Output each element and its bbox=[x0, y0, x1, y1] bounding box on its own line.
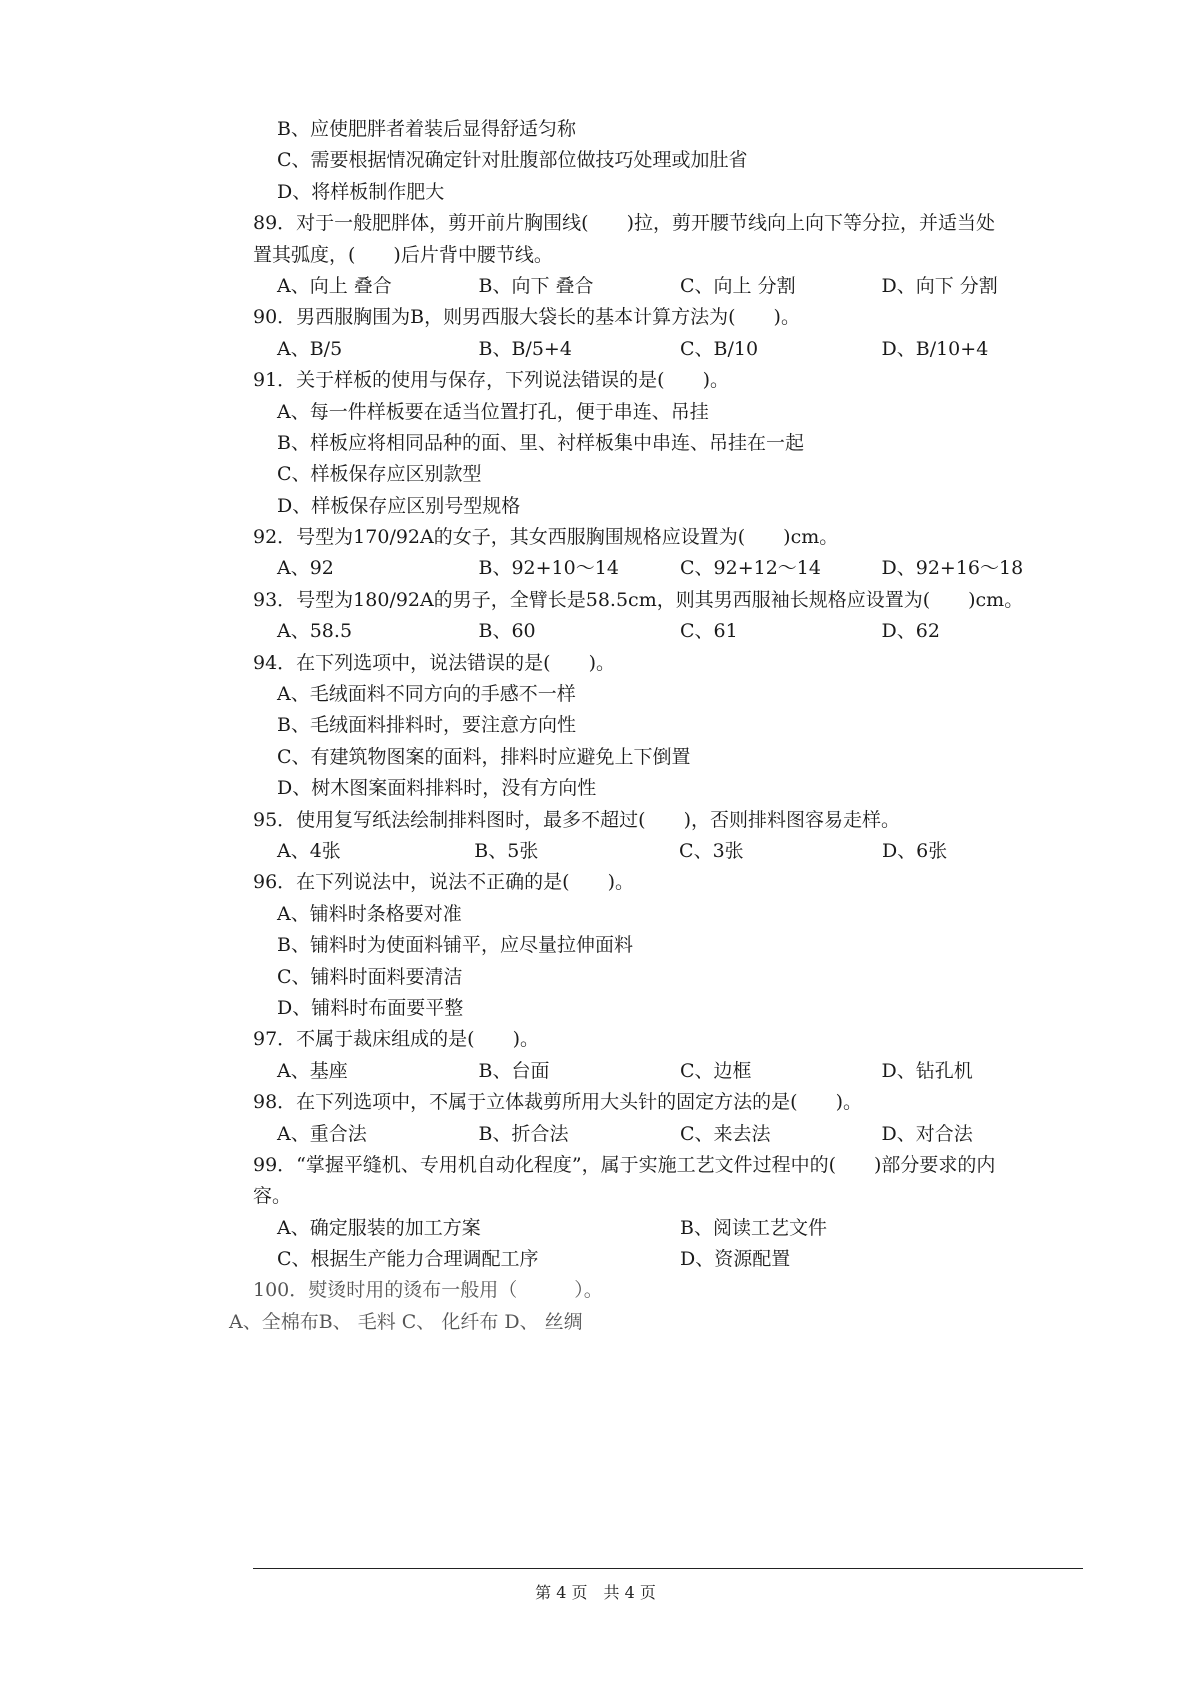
option-b: B、向下 叠合 bbox=[478, 274, 594, 297]
option-d: D、钻孔机 bbox=[881, 1059, 973, 1082]
question-89-line2: 置其弧度，( )后片背中腰节线。 bbox=[253, 243, 553, 266]
question-99-options-row1 bbox=[253, 1213, 1083, 1244]
option-d: D、资源配置 bbox=[680, 1248, 791, 1271]
option-a: A、基座 bbox=[277, 1059, 348, 1082]
question-95-options bbox=[253, 836, 1083, 867]
option-c: C、有建筑物图案的面料，排料时应避免上下倒置 bbox=[277, 745, 691, 768]
option-c: C、根据生产能力合理调配工序 bbox=[277, 1248, 539, 1271]
option-c: C、需要根据情况确定针对肚腹部位做技巧处理或加肚省 bbox=[277, 149, 748, 172]
option-c: C、61 bbox=[680, 620, 738, 643]
question-98-options bbox=[253, 1119, 1083, 1150]
option-a: A、58.5 bbox=[277, 620, 353, 643]
question-93: 93．号型为180/92A的男子，全臂长是58.5cm，则其男西服袖长规格应设置为( )cm。 bbox=[253, 588, 1024, 611]
question-90: 90．男西服胸围为B，则男西服大袋长的基本计算方法为( )。 bbox=[253, 306, 800, 329]
option-d: D、B/10+4 bbox=[881, 337, 989, 360]
option-a: A、向上 叠合 bbox=[277, 274, 392, 297]
question-97-options bbox=[253, 1056, 1083, 1087]
option-b: B、B/5+4 bbox=[478, 337, 572, 360]
question-91: 91．关于样板的使用与保存，下列说法错误的是( )。 bbox=[253, 369, 730, 392]
option-c: C、3张 bbox=[679, 839, 744, 862]
option-b: B、5张 bbox=[474, 839, 539, 862]
option-c: C、92+12～14 bbox=[680, 557, 821, 580]
option-d: D、向下 分割 bbox=[881, 274, 998, 297]
option-c: C、向上 分割 bbox=[680, 274, 796, 297]
option-c: C、边框 bbox=[680, 1059, 752, 1082]
option-d: D、62 bbox=[881, 620, 940, 643]
question-90-options bbox=[253, 334, 1083, 365]
option-a: A、4张 bbox=[277, 839, 341, 862]
option-c: C、铺料时面料要清洁 bbox=[277, 965, 463, 988]
option-a: A、B/5 bbox=[277, 337, 343, 360]
question-99-line1: 99．“掌握平缝机、专用机自动化程度”，属于实施工艺文件过程中的( )部分要求的内 bbox=[253, 1153, 996, 1176]
option-c: C、来去法 bbox=[680, 1122, 771, 1145]
option-a: A、毛绒面料不同方向的手感不一样 bbox=[277, 683, 576, 706]
question-95: 95．使用复写纸法绘制排料图时，最多不超过( )，否则排料图容易走样。 bbox=[253, 808, 901, 831]
option-b: B、样板应将相同品种的面、里、衬样板集中串连、吊挂在一起 bbox=[277, 431, 804, 454]
option-d: D、树木图案面料排料时，没有方向性 bbox=[277, 777, 597, 800]
option-b: B、铺料时为使面料铺平，应尽量拉伸面料 bbox=[277, 934, 633, 957]
option-d: D、样板保存应区别号型规格 bbox=[277, 494, 521, 517]
question-98: 98．在下列选项中，不属于立体裁剪所用大头针的固定方法的是( )。 bbox=[253, 1091, 863, 1114]
question-89-options bbox=[253, 271, 1083, 302]
option-b: B、60 bbox=[478, 620, 536, 643]
option-d: D、将样板制作肥大 bbox=[277, 180, 445, 203]
footer-divider bbox=[253, 1568, 1083, 1569]
question-92-options bbox=[253, 553, 1083, 584]
option-d: D、对合法 bbox=[881, 1122, 973, 1145]
question-99-line2: 容。 bbox=[253, 1185, 292, 1208]
question-96: 96．在下列说法中，说法不正确的是( )。 bbox=[253, 871, 635, 894]
question-100: 100．熨烫时用的烫布一般用（ ）。 bbox=[253, 1279, 603, 1302]
question-97: 97．不属于裁床组成的是( )。 bbox=[253, 1028, 540, 1051]
question-92: 92．号型为170/92A的女子，其女西服胸围规格应设置为( )cm。 bbox=[253, 526, 839, 549]
option-b: B、台面 bbox=[478, 1059, 550, 1082]
question-list bbox=[229, 114, 1083, 1338]
question-94: 94．在下列选项中，说法错误的是( )。 bbox=[253, 651, 616, 674]
option-b: B、应使肥胖者着装后显得舒适匀称 bbox=[277, 118, 576, 140]
option-b: B、毛绒面料排料时，要注意方向性 bbox=[277, 714, 576, 737]
option-a: A、92 bbox=[277, 557, 334, 580]
option-b: B、92+10～14 bbox=[478, 557, 619, 580]
option-b: B、折合法 bbox=[478, 1122, 569, 1145]
question-93-options bbox=[253, 616, 1083, 647]
option-b: B、阅读工艺文件 bbox=[680, 1216, 827, 1239]
page-number: 第 4 页 共 4 页 bbox=[535, 1583, 656, 1602]
option-a: A、每一件样板要在适当位置打孔，便于串连、吊挂 bbox=[277, 400, 709, 423]
option-c: C、样板保存应区别款型 bbox=[277, 463, 482, 486]
option-a: A、重合法 bbox=[277, 1122, 367, 1145]
option-d: D、6张 bbox=[881, 839, 948, 862]
question-89-line1: 89．对于一般肥胖体，剪开前片胸围线( )拉，剪开腰节线向上向下等分拉，并适当处 bbox=[253, 212, 996, 235]
question-99-options-row2 bbox=[253, 1244, 1083, 1275]
option-d: D、铺料时布面要平整 bbox=[277, 996, 464, 1019]
option-d: D、92+16～18 bbox=[881, 557, 1024, 580]
option-a: A、确定服装的加工方案 bbox=[277, 1216, 481, 1239]
option-c: C、B/10 bbox=[680, 337, 759, 360]
question-100-options: A、全棉布B、 毛料 C、 化纤布 D、 丝绸 bbox=[229, 1310, 583, 1333]
option-a: A、铺料时条格要对准 bbox=[277, 902, 462, 925]
